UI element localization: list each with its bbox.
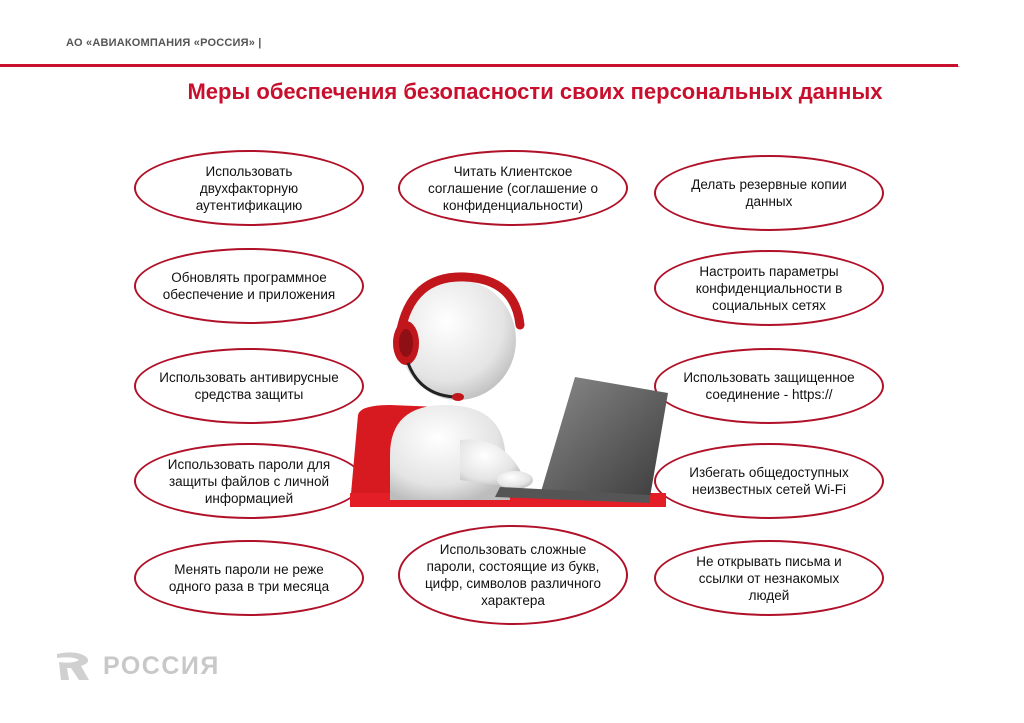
oval-center-1: Читать Клиентское соглашение (соглашение о конфиденциальности) — [398, 150, 628, 226]
rossiya-logo — [55, 648, 220, 684]
headset-person-illustration — [350, 265, 670, 510]
oval-left-5: Менять пароли не реже одного раза в три месяца — [134, 540, 364, 616]
oval-right-2: Настроить параметры конфиденциальности в социальных сетях — [654, 250, 884, 326]
oval-left-4: Использовать пароли для защиты файлов с личной информацией — [134, 443, 364, 519]
oval-left-1: Использовать двухфакторную аутентификацию — [134, 150, 364, 226]
header-rule-tip — [930, 60, 960, 68]
oval-center-2: Использовать сложные пароли, состоящие из букв, цифр, символов различного характера — [398, 525, 628, 625]
oval-right-1: Делать резервные копии данных — [654, 155, 884, 231]
oval-right-4: Избегать общедоступных неизвестных сетей Wi-Fi — [654, 443, 884, 519]
header-rule — [0, 64, 958, 67]
rossiya-logo-mark-icon — [55, 650, 95, 682]
oval-left-2: Обновлять программное обеспечение и приложения — [134, 248, 364, 324]
oval-right-3: Использовать защищенное соединение - https:// — [654, 348, 884, 424]
oval-left-3: Использовать антивирусные средства защиты — [134, 348, 364, 424]
oval-right-5: Не открывать письма и ссылки от незнакомых людей — [654, 540, 884, 616]
company-header: АО «АВИАКОМПАНИЯ «РОССИЯ» | — [66, 37, 262, 49]
logo-text: РОССИЯ — [103, 651, 220, 680]
page-title: Меры обеспечения безопасности своих персональных данных — [187, 79, 883, 104]
